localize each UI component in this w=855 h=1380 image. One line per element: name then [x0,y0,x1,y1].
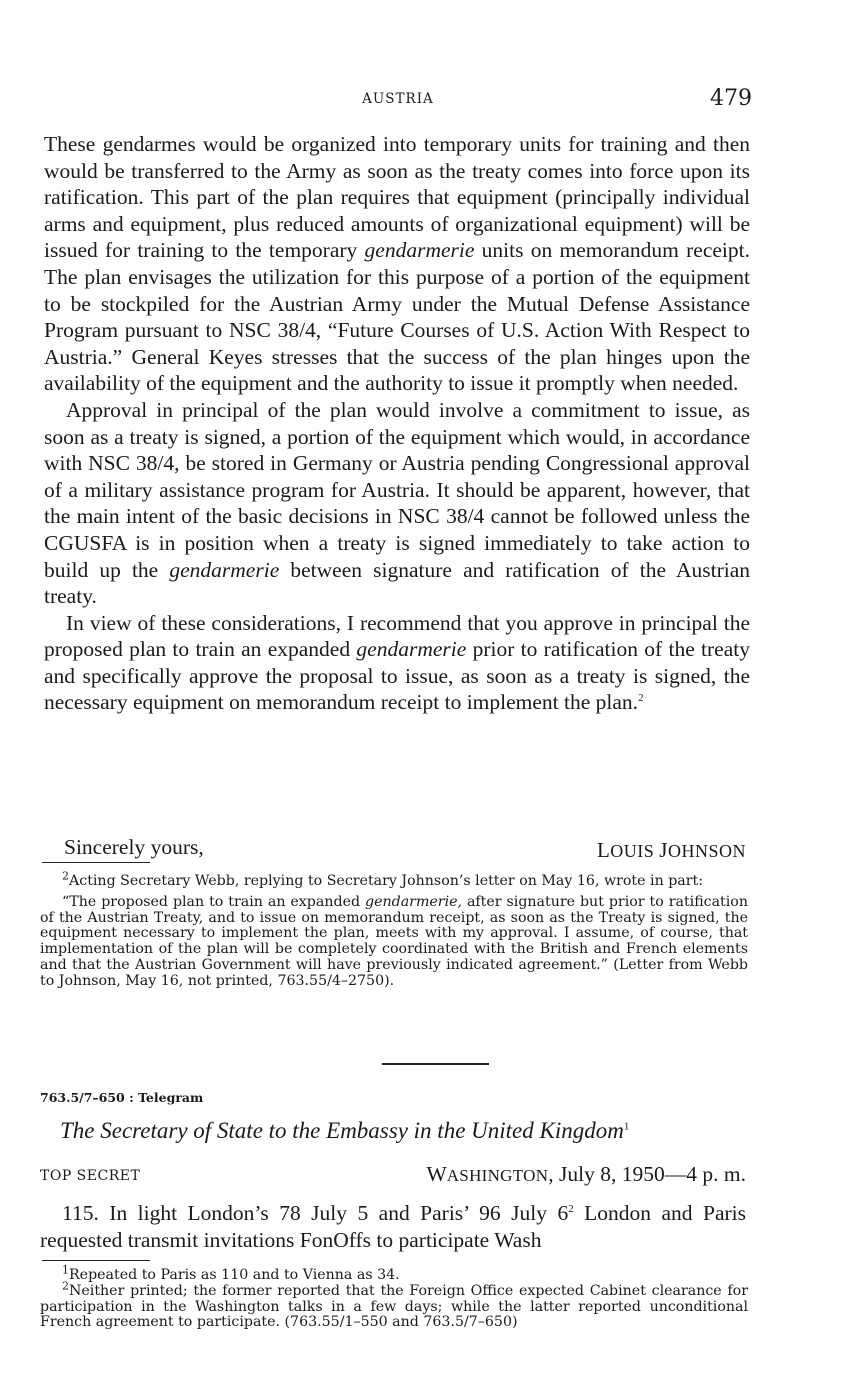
telegram-header-row [40,1162,746,1192]
signature-initial-first: L [596,838,611,862]
footnote-2b-text: Neither printed; the former reported that the Foreign Office expected Cabinet clearance for participation in the Washington talks in a few days; while the latter reported unconditional French agreement to participate. (763.55/1–550 and 763.5/7–650) [40,1282,748,1331]
classification: TOP SECRET [40,1168,141,1184]
signature-first-name: OUIS [610,841,655,861]
running-title: AUSTRIA [362,91,434,107]
footnote-2-marker: 2 [62,869,69,883]
telegram-paragraph-1-text-b: London and Paris requested transmit invitations FonOffs to participate Wash [40,1201,746,1252]
letter-paragraph-2-text-a: Approval in principal of the plan would involve a commitment to issue, as soon as a treaty is signed, a portion of the equipment which would, in accordance with NSC 38/4, be stored in Germany or Austria pending Congressional approval of a military assistance program for Austria. It should be apparent, however, that the main intent of the basic decisions in NSC 38/4 cannot be followed unless the CGUSFA is in position when a treaty is signed immediately to take action to build up the [44,397,750,582]
telegram-body [40,1200,746,1253]
dateline-date: , July 8, 1950—4 p. m. [548,1162,746,1186]
footnote-2-intro [40,869,748,890]
footnote-2-intro-text: Acting Secretary Webb, replying to Secretary Johnson’s letter on May 16, wrote in part: [69,873,704,889]
document-heading [60,1118,750,1144]
dateline-initial: W [426,1162,447,1186]
footnote-rule [42,862,150,863]
footnote-rule-2 [42,1260,150,1261]
letter-paragraph-2-emphasis: gendarmerie [169,557,280,582]
letter-paragraph-1-text-b: units on memorandum receipt. The plan envisages the utilization for this purpose of a portion of the equipment to be stockpiled for the Austrian Army under the Mutual Defense Assistance Program pursuant to NSC 38/4, “Future Courses of U.S. Action With Respect to Austria.” General Keyes stresses that the success of the plan hinges upon the availability of the equipment and the authority to issue it promptly when needed. [44,238,750,396]
signature-initial-last: J [659,838,668,862]
letter-body [44,131,750,716]
footnote-reference-1: 1 [623,1120,630,1133]
letter-paragraph-1-text-a: These gendarmes would be organized into temporary units for training and then would be transferred to the Army as soon as the treaty comes into force upon its ratification. This part of the plan requires that equipment (principally individual arms and equipment, plus reduced amounts of organizational equipment) will be issued for training to the temporary [44,132,750,263]
letter-paragraph-2 [44,397,750,610]
letter-closing-row [64,835,746,863]
signature-last-name: OHNSON [667,841,746,861]
running-head [44,86,752,116]
footnote-2-quote-text-a: “The proposed plan to train an expanded [62,893,365,910]
document-heading-text: The Secretary of State to the Embassy in the United Kingdom [60,1118,624,1143]
footnote-2b [40,1279,748,1331]
footnote-2-quote-text-b: after signature but prior to ratification of the Austrian Treaty, and to issue on memorandum receipt, as soon as the Treaty is signed, the equipment necessary to implement the plan, meets with my approval. I assume, of course, that implementation of the plan will be completely coordinated with the British and French elements and that the Austrian Government will have previously indicated agreement.” (Letter from Webb to Johnson, May 16, not printed, 763.55/4–2750). [40,893,748,989]
telegram-paragraph-1-text-a: 115. In light London’s 78 July 5 and Paris’ 96 July 6 [62,1201,569,1225]
footnote-1 [40,1263,748,1284]
section-divider [382,1063,489,1065]
footnote-2 [40,869,748,990]
letter-paragraph-2-text-b: between signature and ratification of the Austrian treaty. [44,557,751,609]
footnote-2b-marker: 2 [62,1279,69,1293]
signature [597,838,746,863]
footnote-1-text: Repeated to Paris as 110 and to Vienna as 34. [69,1267,400,1283]
letter-paragraph-3 [44,610,750,716]
file-reference: 763.5/7–650 : Telegram [40,1090,204,1105]
dateline-place: ASHINGTON [446,1166,549,1185]
dateline [426,1162,746,1187]
telegram-footnotes [40,1263,748,1331]
closing: Sincerely yours, [64,835,204,859]
footnote-2-quote [40,895,748,990]
letter-paragraph-3-emphasis: gendarmerie [356,637,467,662]
footnote-1-marker: 1 [62,1263,69,1277]
letter-paragraph-1 [44,131,750,397]
footnote-2-quote-emphasis: gendarmerie, [365,893,463,910]
footnote-reference-2b: 2 [568,1202,574,1215]
page-number: 479 [710,86,752,111]
letter-paragraph-3-text-a: In view of these considerations, I recommend that you approve in principal the proposed plan to train an expanded [44,610,750,662]
letter-paragraph-1-emphasis: gendarmerie [364,238,475,263]
footnote-reference-2: 2 [638,692,644,705]
letter-paragraph-3-text-b: prior to ratification of the treaty and specifically approve the proposal to issue, as soon as a treaty is signed, the necessary equipment on memorandum receipt to implement the plan. [44,637,750,715]
telegram-paragraph-1 [40,1200,746,1253]
